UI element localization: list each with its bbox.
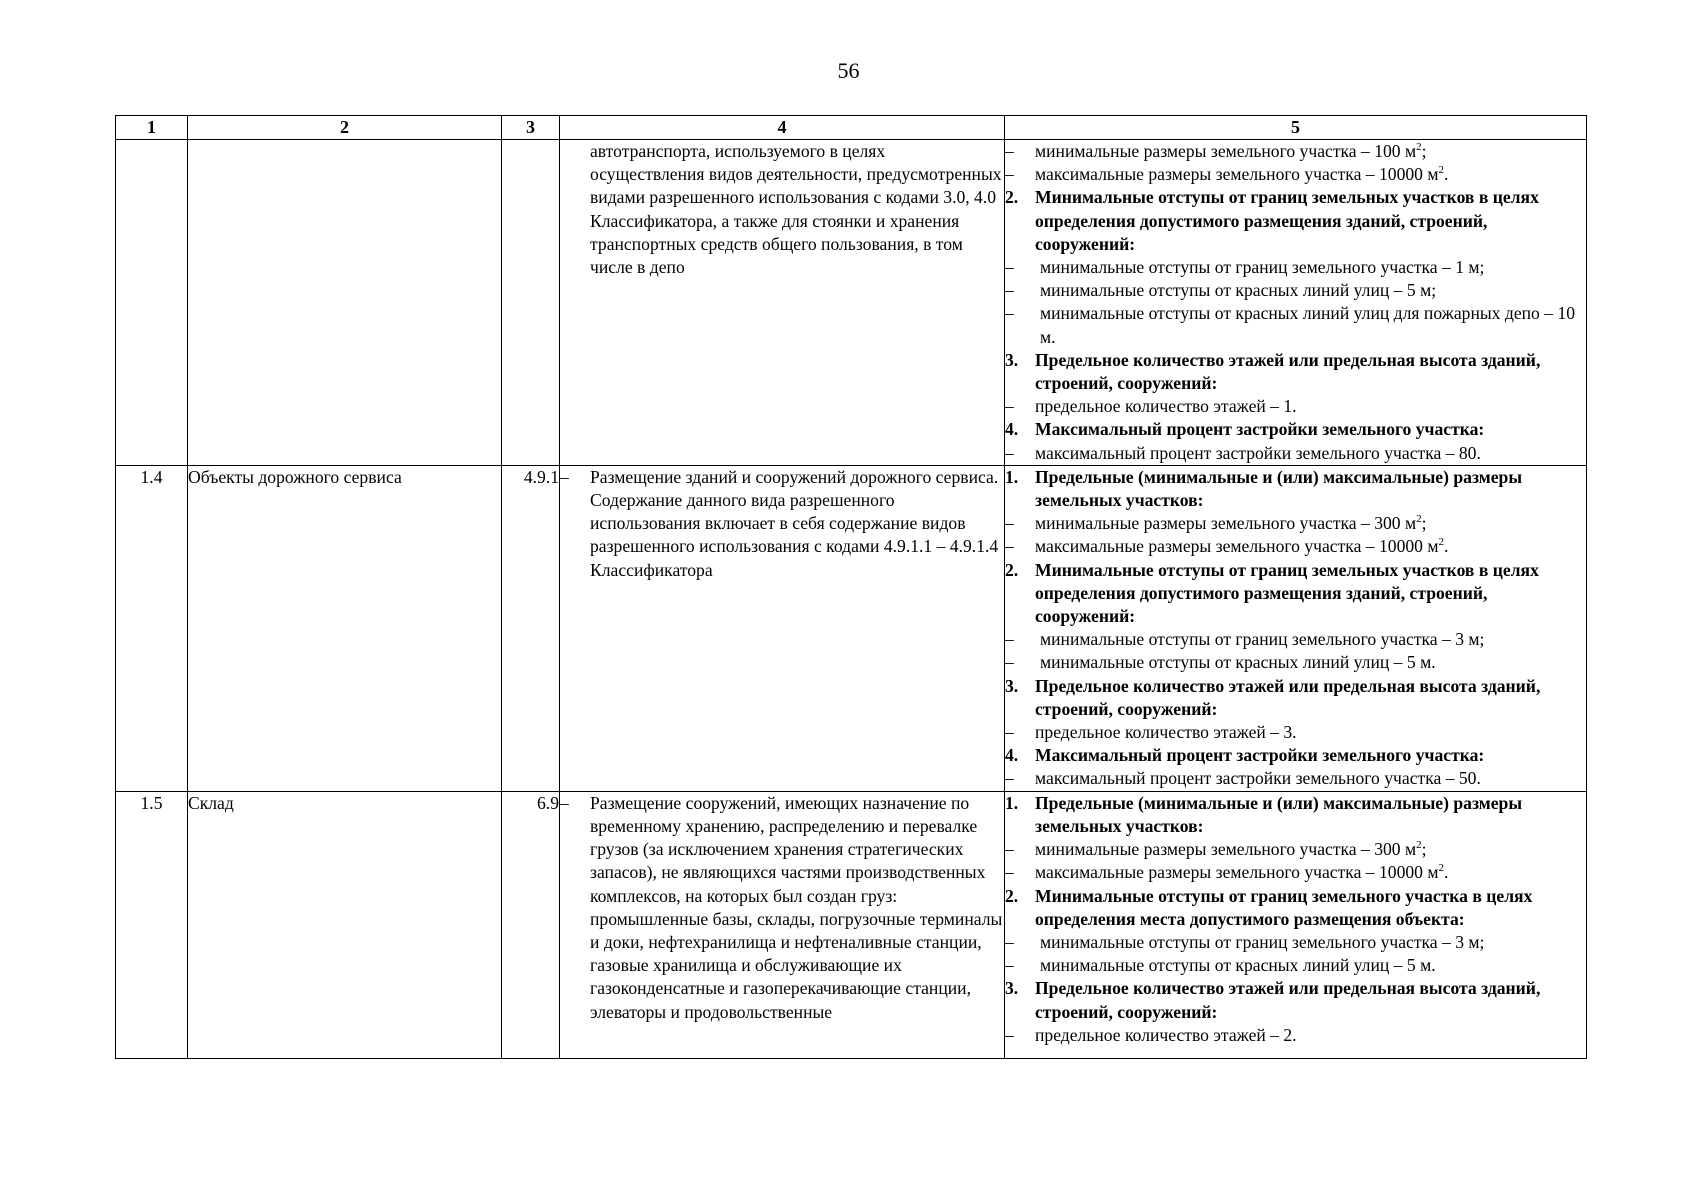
parameter-dash: – [1005,722,1014,743]
parameter-heading [1005,418,1586,441]
parameter-text-main: минимальные отступы от красных линий улиц для пожарных депо – 10 м. [1040,303,1576,347]
parameter-number: 3. [1005,978,1019,999]
parameter-text-main: минимальные отступы от красных линий улиц – 5 м. [1040,955,1436,976]
table-row [116,465,1587,791]
row-number-cell: 1.5 [116,791,188,1058]
parameter-text-tail: ; [1421,839,1427,860]
parameter-text-main: минимальные размеры земельного участка – 300 м [1035,513,1417,534]
parameter-text-main: минимальные размеры земельного участка – 100 м [1035,141,1417,161]
parameter-text-main: Максимальный процент застройки земельного участка: [1035,419,1485,440]
use-name-cell [188,140,502,466]
parameter-item [1005,1024,1586,1047]
parameter-text-main: максимальный процент застройки земельного участка – 50. [1035,768,1481,789]
parameter-item [1005,767,1586,790]
unit-superscript: 2 [1416,839,1422,852]
parameter-item [1005,395,1586,418]
parameter-number: 4. [1005,419,1019,440]
parameter-text [1035,861,1586,884]
parameter-item [1005,838,1586,861]
column-number-4: 4 [560,116,1005,140]
parameter-text [1035,466,1586,512]
parameter-heading [1005,559,1586,629]
parameter-text [1035,349,1586,395]
parameter-text-main: Минимальные отступы от границ земельных участков в целях определения допустимого размещения зданий, строений, сооружений: [1035,559,1539,627]
parameter-text-main: Предельные (минимальные и (или) максимальные) размеры земельных участков: [1035,792,1523,836]
description-item [560,140,1004,279]
parameter-item [1005,279,1586,302]
unit-superscript: 2 [1416,513,1422,526]
parameter-dash: – [1005,141,1014,161]
row-number-cell [116,140,188,466]
parameter-text-tail: ; [1421,513,1427,534]
parameter-number: 3. [1005,675,1019,696]
parameter-heading [1005,977,1586,1023]
parameter-heading [1005,792,1586,838]
use-description-cell [560,140,1005,466]
use-name-cell: Склад [188,791,502,1058]
parameter-number: 4. [1005,745,1019,766]
parameter-item [1005,861,1586,884]
description-text: Размещение сооружений, имеющих назначение по временному хранению, распределению и перевалке грузов (за исключением хранения стратегических запасов), не являющихся частями производственных комплексов, на которых был создан груз: промышленные базы, склады, погрузочные терминалы и доки, нефтехранилища и нефтеналивные станции, газовые хранилища и обслуживающие их газоконденсатные и газоперекачивающие станции, элеваторы и продовольственные [590,792,1003,1022]
parameter-item [1005,931,1586,954]
parameter-dash: – [1005,536,1014,557]
parameter-text-tail: . [1444,164,1449,185]
description-item [560,466,1004,582]
parameter-number: 2. [1005,559,1019,580]
parameter-number: 3. [1005,349,1019,370]
parameter-text [1035,535,1586,558]
parameter-heading [1005,744,1586,767]
parameter-text-main: Предельные (минимальные и (или) максимальные) размеры земельных участков: [1035,466,1523,511]
description-dash: – [560,792,569,813]
parameter-number: 1. [1005,466,1019,487]
parameter-dash: – [1005,652,1014,673]
parameter-dash: – [1005,442,1014,463]
parameter-text [1035,1024,1586,1047]
parameter-text-tail: . [1444,536,1449,557]
unit-superscript: 2 [1438,164,1444,177]
parameter-text-main: максимальный процент застройки земельного участка – 80. [1035,442,1481,463]
parameter-text [1040,954,1586,977]
parameter-heading [1005,885,1586,931]
parameter-text [1035,744,1586,767]
parameter-text [1035,186,1586,256]
unit-superscript: 2 [1438,862,1444,875]
parameter-item [1005,535,1586,558]
parameter-heading [1005,675,1586,721]
parameter-item [1005,302,1586,348]
parameter-heading [1005,466,1586,512]
parameter-text-main: максимальные размеры земельного участка – 10000 м [1035,164,1439,185]
parameter-text [1035,838,1586,861]
parameter-text [1035,395,1586,418]
page-number: 56 [837,58,860,83]
column-number-5: 5 [1005,116,1587,140]
parameter-text [1035,140,1586,163]
parameter-dash: – [1005,768,1014,789]
parameter-dash: – [1005,1024,1014,1045]
use-description-cell [560,465,1005,791]
parameter-text-main: Предельное количество этажей или предельная высота зданий, строений, сооружений: [1035,675,1541,719]
parameter-text [1040,302,1586,348]
parameter-text-main: минимальные отступы от красных линий улиц – 5 м; [1040,280,1437,301]
parameter-dash: – [1005,513,1014,534]
unit-superscript: 2 [1416,141,1422,154]
parameter-text-main: предельное количество этажей – 3. [1035,722,1297,743]
parameter-text-main: максимальные размеры земельного участка – 10000 м [1035,862,1439,883]
parameter-dash: – [1005,839,1014,860]
parameter-text [1040,931,1586,954]
parameter-text-main: Минимальные отступы от границ земельных участков в целях определения допустимого размещения зданий, строений, сооружений: [1035,187,1539,254]
parameter-dash: – [1005,303,1014,324]
parameter-text [1040,279,1586,302]
parameter-text [1040,628,1586,651]
parameter-text [1035,512,1586,535]
parameter-text [1035,559,1586,629]
parameter-text [1040,651,1586,674]
parameter-item [1005,721,1586,744]
parameter-item [1005,651,1586,674]
parameter-dash: – [1005,931,1014,952]
parameter-text-main: Минимальные отступы от границ земельного участка в целях определения места допустимого размещения объекта: [1035,885,1533,929]
description-item [560,792,1004,1024]
parameter-text [1035,767,1586,790]
use-description-cell [560,791,1005,1058]
parameter-dash: – [1005,862,1014,883]
parameter-dash: – [1005,629,1014,650]
description-dash [560,140,590,279]
parameter-item [1005,512,1586,535]
parameters-cell [1005,465,1587,791]
regulations-table [115,115,1587,1059]
parameter-number: 2. [1005,187,1019,208]
parameter-text [1035,163,1586,186]
parameter-dash: – [1005,396,1014,417]
parameter-heading [1005,186,1586,256]
parameter-text [1035,675,1586,721]
parameter-text-main: Предельное количество этажей или предельная высота зданий, строений, сооружений: [1035,349,1541,394]
parameters-cell [1005,140,1587,466]
unit-superscript: 2 [1438,536,1444,549]
parameter-heading [1005,349,1586,395]
table-body [116,140,1587,1059]
description-text: Размещение зданий и сооружений дорожного сервиса. Содержание данного вида разрешенного использования включает в себя содержание видов разрешенного использования с кодами 4.9.1.1 – 4.9.1.4 Классификатора [590,466,999,580]
parameter-text-main: минимальные отступы от границ земельного участка – 3 м; [1040,931,1485,952]
parameter-dash: – [1005,955,1014,976]
parameter-text-main: предельное количество этажей – 1. [1035,396,1297,417]
column-number-row [116,116,1587,140]
parameter-text-main: Предельное количество этажей или предельная высота зданий, строений, сооружений: [1035,978,1541,1022]
parameter-text [1035,418,1586,441]
parameter-text-main: максимальные размеры земельного участка – 10000 м [1035,536,1439,557]
parameter-text-main: Максимальный процент застройки земельного участка: [1035,745,1485,766]
table-row [116,140,1587,466]
use-code-cell: 4.9.1 [502,465,560,791]
parameter-number: 1. [1005,792,1019,813]
parameter-text-tail: . [1444,862,1449,883]
parameter-text-main: минимальные отступы от красных линий улиц – 5 м. [1040,652,1436,673]
use-code-cell: 6.9 [502,791,560,1058]
parameter-item [1005,954,1586,977]
parameter-dash: – [1005,257,1014,278]
parameter-text-main: предельное количество этажей – 2. [1035,1024,1297,1045]
use-name-cell: Объекты дорожного сервиса [188,465,502,791]
parameter-text-main: минимальные отступы от границ земельного участка – 3 м; [1040,629,1485,650]
parameter-text [1035,721,1586,744]
column-number-1: 1 [116,116,188,140]
parameter-text-main: минимальные размеры земельного участка – 300 м [1035,839,1417,860]
parameter-item [1005,140,1586,163]
use-code-cell [502,140,560,466]
row-number-cell: 1.4 [116,465,188,791]
parameter-item [1005,163,1586,186]
parameter-text [1035,977,1586,1023]
parameter-text-main: минимальные отступы от границ земельного участка – 1 м; [1040,257,1485,278]
parameter-text-tail: ; [1421,141,1427,161]
parameter-item [1005,256,1586,279]
table-row [116,791,1587,1058]
column-number-3: 3 [502,116,560,140]
parameter-text [1035,442,1586,465]
parameters-cell [1005,791,1587,1058]
parameter-item [1005,628,1586,651]
description-dash: – [560,466,569,487]
parameter-number: 2. [1005,885,1019,906]
parameter-item [1005,442,1586,465]
parameter-text [1040,256,1586,279]
parameter-dash: – [1005,280,1014,301]
column-number-2: 2 [188,116,502,140]
parameter-text [1035,792,1586,838]
description-text: автотранспорта, используемого в целях осуществления видов деятельности, предусмотренных видами разрешенного использования с кодами 3.0, 4.0 Классификатора, а также для стоянки и хранения транспортных средств общего пользования, в том числе в депо [590,141,1002,278]
parameter-text [1035,885,1586,931]
parameter-dash: – [1005,164,1014,185]
